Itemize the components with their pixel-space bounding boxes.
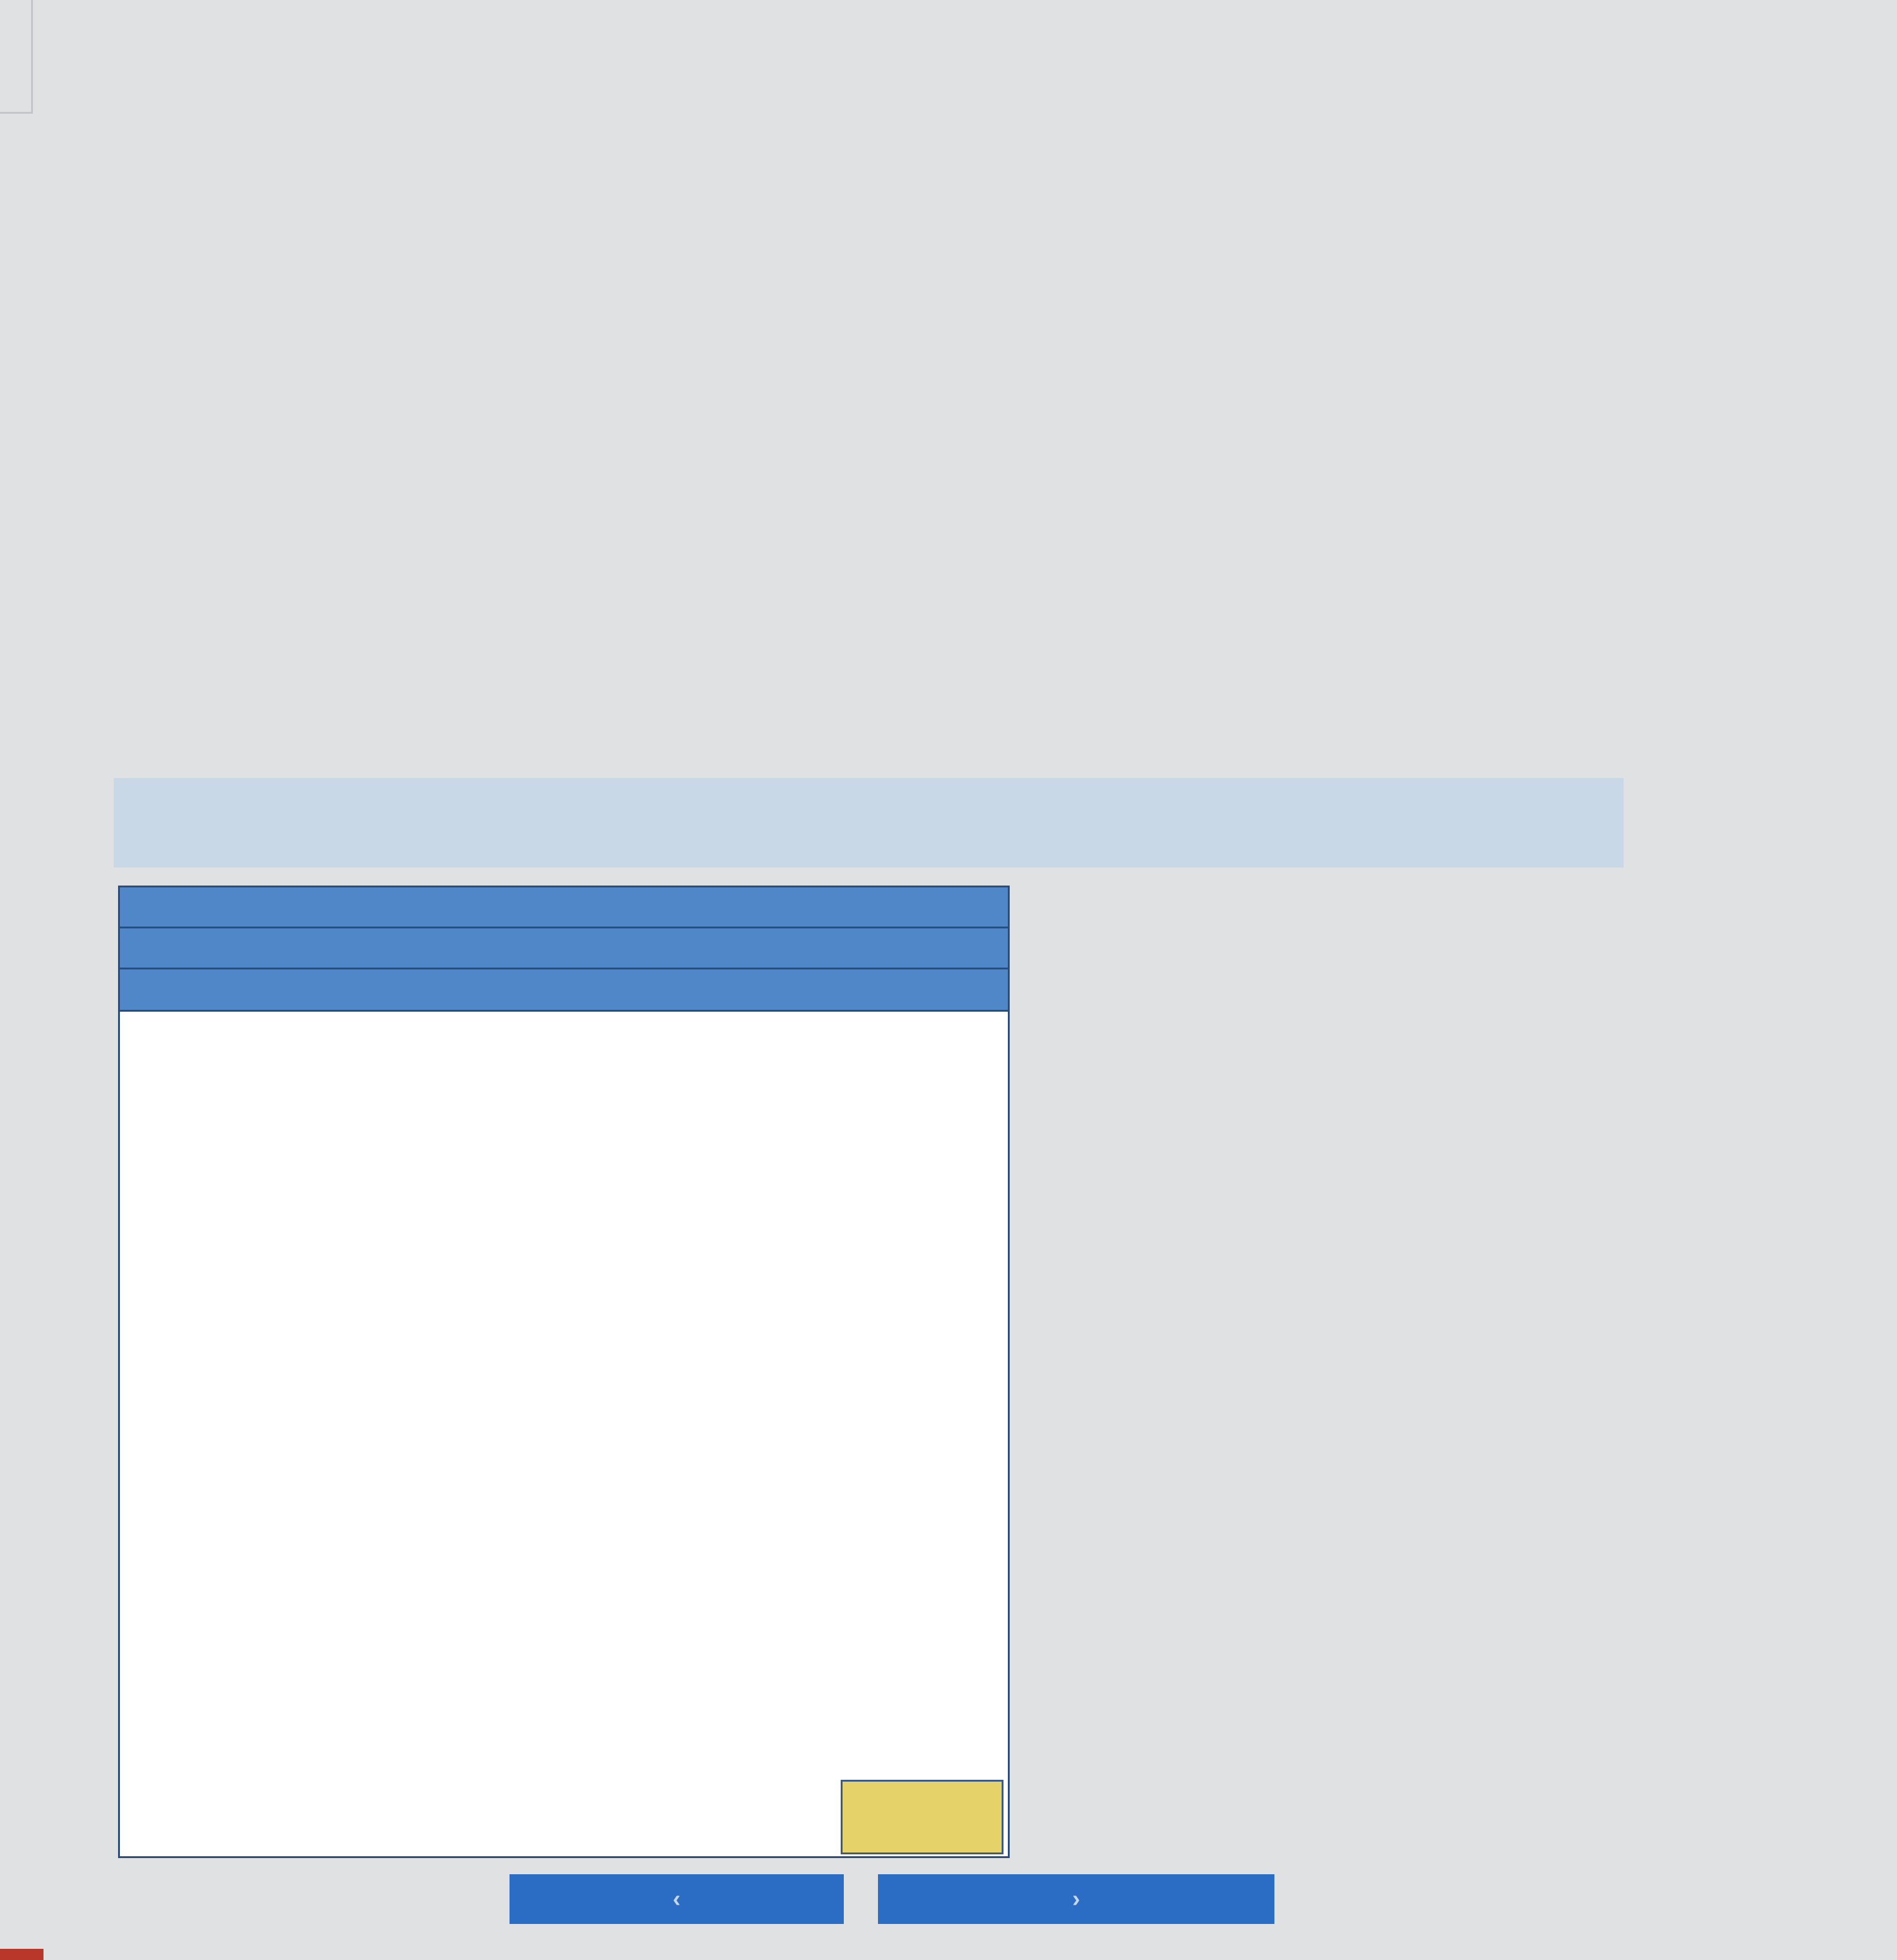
chevron-left-icon: ‹ bbox=[672, 1885, 681, 1912]
instruction-banner bbox=[114, 778, 1624, 868]
prev-button[interactable] bbox=[510, 1874, 844, 1924]
corner-mark bbox=[0, 1949, 43, 1960]
page-fold bbox=[0, 0, 33, 114]
sheet-header-company bbox=[120, 887, 1008, 928]
sheet-header-date bbox=[120, 969, 1008, 1012]
next-button[interactable] bbox=[878, 1874, 1274, 1924]
sheet-header-title bbox=[120, 928, 1008, 969]
total-highlight-cell bbox=[841, 1780, 1003, 1854]
balance-sheet-table bbox=[118, 886, 1010, 1858]
chevron-right-icon: › bbox=[1072, 1885, 1081, 1912]
